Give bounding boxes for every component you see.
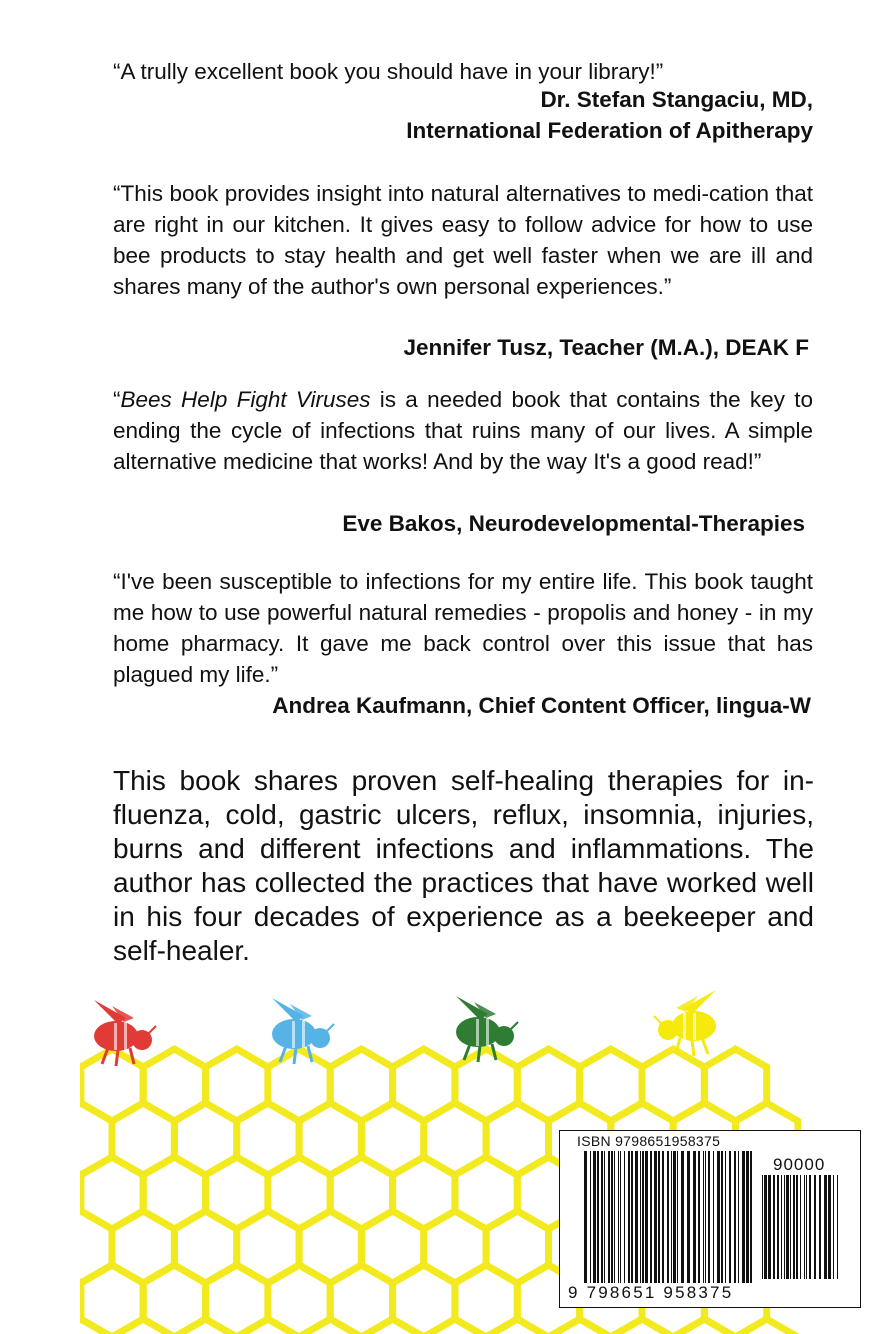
review-author-3 <box>85 508 805 539</box>
barcode-bar <box>746 1151 749 1283</box>
barcode-bar <box>640 1151 641 1283</box>
barcode-bar <box>671 1151 672 1283</box>
barcode-bar <box>631 1151 633 1283</box>
barcode-bar <box>635 1151 638 1283</box>
barcode-bar <box>773 1175 775 1279</box>
quote-rest: is a needed book that contains the key to ending the cycle of infections that ruins many of our lives. A simple alternative medicine that works! And by the way It's a good read!” <box>113 387 813 474</box>
honeycomb-cell <box>361 1319 423 1334</box>
barcode-bar <box>824 1175 827 1279</box>
barcode-bar <box>624 1151 625 1283</box>
barcode-bar <box>734 1151 736 1283</box>
honeycomb-cell <box>549 1319 611 1334</box>
honeycomb-cell <box>673 1319 735 1334</box>
barcode-bar <box>667 1151 669 1283</box>
barcode-addon-bars <box>762 1175 840 1279</box>
review-quote-1: “A trully excellent book you should have in your library!” <box>113 59 664 84</box>
barcode-bar <box>800 1175 801 1279</box>
barcode-bar <box>781 1175 782 1279</box>
barcode-bar <box>662 1151 664 1283</box>
review-quote-4: “I've been susceptible to infections for my entire life. This book taught me how to use powerful natural remedies - propolis and honey - in my home pharmacy. It gave me back control over this issue that has plagued my life.” <box>113 569 813 687</box>
barcode-bar <box>738 1151 739 1283</box>
barcode-digits: 9 798651 958375 <box>568 1283 734 1302</box>
review-quote-3 <box>113 384 813 477</box>
yellow-bee-icon <box>654 990 716 1056</box>
barcode-bar <box>645 1151 648 1283</box>
honeycomb-cell <box>611 1319 673 1334</box>
barcode-bar <box>593 1151 596 1283</box>
barcode-bar <box>677 1151 678 1283</box>
book-description: This book shares proven self-healing therapies for in-fluenza, cold, gastric ulcers, reflux, insomnia, injuries, burns and different infections and inflammations. The author has collected the practices that have worked well in his four decades of experience as a beekeeper and self-healer. <box>113 765 814 966</box>
barcode-bar <box>654 1151 657 1283</box>
barcode-bar <box>804 1175 805 1279</box>
barcode-bar <box>762 1175 763 1279</box>
honeycomb-cell <box>299 1319 361 1334</box>
barcode-bar <box>601 1151 603 1283</box>
barcode-main-bars <box>584 1151 756 1283</box>
barcode-bar <box>729 1151 731 1283</box>
barcode-bar <box>687 1151 690 1283</box>
honeycomb-cell <box>174 1319 236 1334</box>
barcode-bar <box>764 1175 767 1279</box>
review-author-1-line-2: International Federation of Apitherapy <box>406 118 813 143</box>
barcode-bar <box>742 1151 745 1283</box>
barcode-bar <box>597 1151 599 1283</box>
barcode-bar <box>796 1175 798 1279</box>
barcode-bar <box>837 1175 838 1279</box>
barcode-bar <box>693 1151 696 1283</box>
review-author-3-line-1: Eve Bakos, Neurodevelopmental-Therapies <box>342 511 805 536</box>
barcode-bar <box>658 1151 660 1283</box>
barcode-bar <box>768 1175 771 1279</box>
barcode-bar <box>721 1151 723 1283</box>
honeycomb-cell <box>237 1319 299 1334</box>
review-author-2-line-1: Jennifer Tusz, Teacher (M.A.), DEAK F <box>403 335 809 360</box>
barcode-bar <box>590 1151 591 1283</box>
isbn-label: ISBN 9798651958375 <box>577 1133 721 1149</box>
honeycomb-cell <box>486 1319 548 1334</box>
honeycomb-cell <box>424 1319 486 1334</box>
barcode-bar <box>628 1151 630 1283</box>
comb-edge-mask <box>0 980 80 1334</box>
barcode-bar <box>673 1151 676 1283</box>
barcode-bar <box>703 1151 704 1283</box>
barcode-bar <box>705 1151 706 1283</box>
barcode-bar <box>725 1151 726 1283</box>
barcode-bar <box>806 1175 807 1279</box>
barcode-bar <box>717 1151 720 1283</box>
barcode-bar <box>786 1175 789 1279</box>
barcode-bar <box>620 1151 621 1283</box>
review-author-1-line-1: Dr. Stefan Stangaciu, MD, <box>540 87 813 112</box>
barcode-bar <box>698 1151 700 1283</box>
barcode-bar <box>611 1151 613 1283</box>
barcode-bar <box>713 1151 714 1283</box>
barcode-bar <box>819 1175 821 1279</box>
price-code: 90000 <box>773 1155 826 1174</box>
barcode-bar <box>814 1175 816 1279</box>
barcode-bar <box>809 1175 811 1279</box>
barcode-bar <box>777 1175 779 1279</box>
quote-open-mark: “ <box>113 387 121 412</box>
barcode-bar <box>614 1151 615 1283</box>
review-author-4 <box>91 690 811 721</box>
review-author-1 <box>93 84 813 146</box>
barcode-bar <box>793 1175 795 1279</box>
honeycomb-cell <box>112 1319 174 1334</box>
isbn-barcode <box>559 1130 861 1308</box>
barcode-bar <box>828 1175 831 1279</box>
barcode-bar <box>642 1151 644 1283</box>
barcode-bar <box>708 1151 710 1283</box>
honeycomb-cell <box>736 1319 798 1334</box>
barcode-bar <box>650 1151 652 1283</box>
barcode-bar <box>833 1175 834 1279</box>
barcode-bar <box>608 1151 610 1283</box>
barcode-bar <box>784 1175 785 1279</box>
barcode-bar <box>681 1151 684 1283</box>
book-title: Bees Help Fight Viruses <box>120 387 371 412</box>
barcode-bar <box>584 1151 587 1283</box>
barcode-bar <box>604 1151 605 1283</box>
review-quote-2: “This book provides insight into natural alternatives to medi-cation that are right in our kitchen. It gives easy to follow advice for how to use bee products to stay health and get well faster when we are ill and shares many of the author's own personal experiences.” <box>113 181 813 299</box>
review-author-4-line-1: Andrea Kaufmann, Chief Content Officer, lingua-W <box>272 693 811 718</box>
review-author-2 <box>89 332 809 363</box>
barcode-bar <box>790 1175 791 1279</box>
barcode-bar <box>618 1151 619 1283</box>
barcode-bar <box>750 1151 752 1283</box>
